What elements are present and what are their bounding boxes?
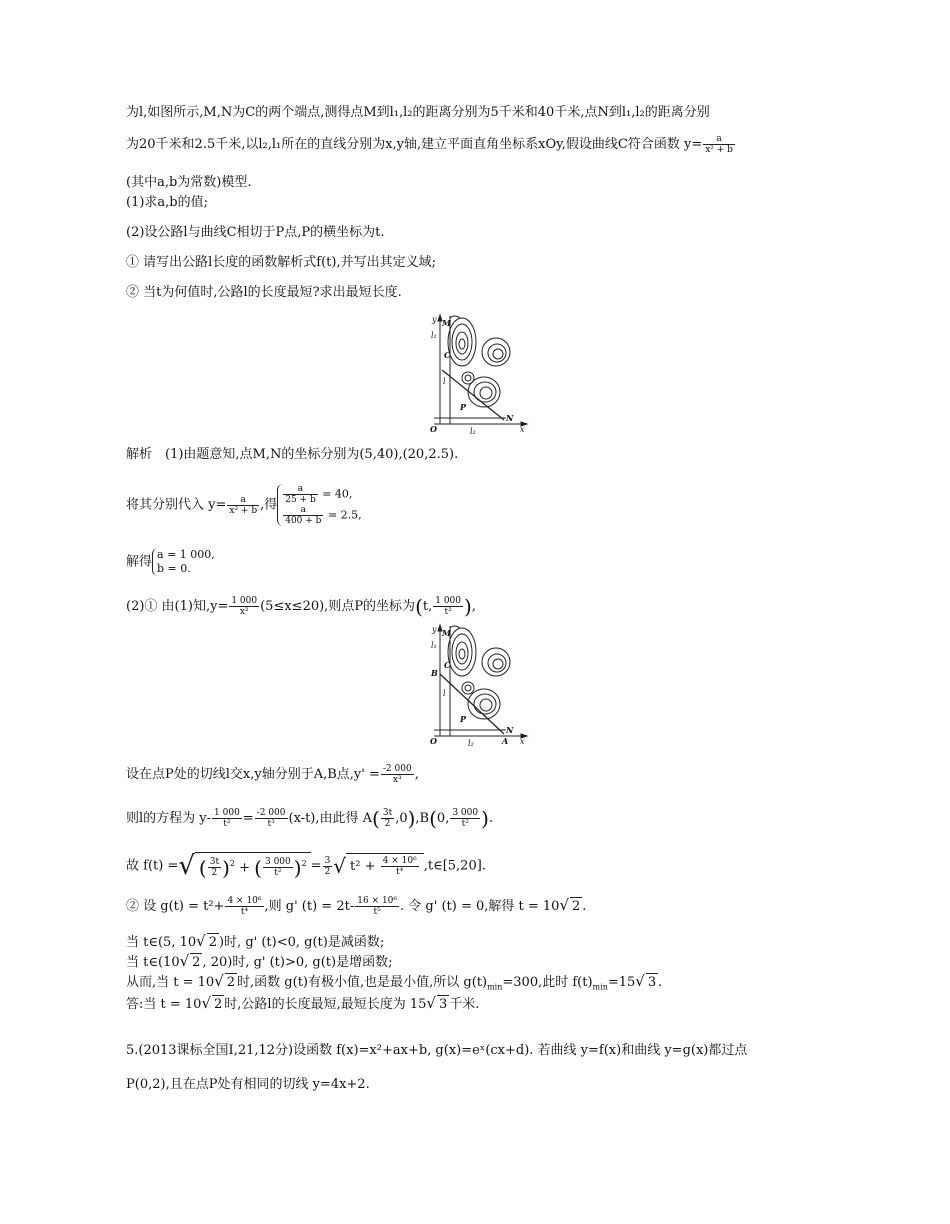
- solve-line: 解得 a = 1 000, b = 0.: [126, 548, 215, 575]
- question-2b: ② 当t为何值时,公路l的长度最短?求出最短长度.: [126, 285, 402, 300]
- label-l1: l₁: [431, 641, 437, 650]
- solution-system: a = 1 000, b = 0.: [152, 548, 215, 576]
- figure-2: [420, 622, 530, 748]
- label-l2: l₂: [470, 427, 476, 436]
- axis-label-x: x: [520, 737, 525, 746]
- equation-system: $\frac{a}{25 + b}$ = 40, $\frac{a}{400 + b}$ = 2.5,: [277, 484, 361, 526]
- part2-line: (2)① 由(1)知,y= $\frac{1 000}{\text{x²}}$ (5≤x≤20),则点P的坐标为(t, $\frac{1 000}{\text{t²}}$ ),: [126, 594, 476, 619]
- label-N: N: [506, 725, 514, 735]
- label-O: O: [430, 736, 437, 746]
- f-expression: 故 f(t) =√ ( $\frac{3t}{2}$ )$^2$ + ( $\frac{3 000}{\text{t²}}$ )$^2$ = $\frac{3}{2}$ √ t² + $\frac{\text{4 × 10⁶}}{\text{t⁴}}$ ,t∈[5,20].: [126, 851, 486, 882]
- label-l: l: [443, 689, 446, 698]
- axis-label-y: y: [432, 625, 437, 634]
- figure-1: [420, 312, 530, 436]
- label-P: P: [460, 714, 467, 724]
- text-line: [126, 134, 736, 155]
- g-derivative: ② 设 g(t) = t²+ $\frac{\text{4 × 10⁶}}{\text{t⁴}}$ ,则 g' (t) = 2t- $\frac{\text{16 × 10⁶}}{\text{t⁵}}$ . 令 g' (t) = 0,解得 t = 10√ 2 .: [126, 896, 587, 917]
- text-line: 为l,如图所示,M,N为C的两个端点,测得点M到l₁,l₂的距离分别为5千米和40千米,点N到l₁,l₂的距离分别: [126, 105, 710, 120]
- question-1: (1)求a,b的值;: [126, 195, 208, 210]
- label-l2: l₂: [468, 739, 474, 748]
- tangent-line: 设在点P处的切线l交x,y轴分别于A,B点,y' = $\frac{-2 000}{\text{x³}}$ ,: [126, 764, 419, 785]
- problem-5-cont: P(0,2),且在点P处有相同的切线 y=4x+2.: [126, 1077, 370, 1092]
- label-A: A: [502, 736, 509, 746]
- label-O: O: [430, 424, 437, 434]
- fraction: $\frac{a}{\text{x² + b}}$: [705, 134, 733, 155]
- text-line: (其中a,b为常数)模型.: [126, 175, 252, 190]
- line-equation: 则l的方程为 y- $\frac{1 000}{\text{t²}}$ = $\frac{-2 000}{\text{t³}}$ (x-t),由此得 A( $\frac{3t}{2}$ ,0),B(0, $\frac{3 000}{\text{t²}}$ ).: [126, 806, 494, 831]
- axis-label-x: x: [520, 425, 525, 434]
- label-B: B: [431, 668, 438, 678]
- label-P: P: [460, 402, 467, 412]
- label-C: C: [444, 350, 451, 360]
- question-2a: ① 请写出公路l长度的函数解析式f(t),并写出其定义域;: [126, 255, 436, 270]
- conclusion: 从而,当 t = 10√ 2 时,函数 g(t)有极小值,也是最小值,所以 $g(t)_{min}=300$,此时 $f(t)_{min}=15√$ 3 .: [126, 972, 663, 992]
- monotonic-1: 当 t∈(5, 10√ 2 )时, g' (t)<0, g(t)是减函数;: [126, 932, 385, 950]
- axis-label-y: y: [432, 315, 437, 324]
- solution-1: 解析 (1)由题意知,点M,N的坐标分别为(5,40),(20,2.5).: [126, 447, 459, 462]
- monotonic-2: 当 t∈(10√ 2 , 20)时, g' (t)>0, g(t)是增函数;: [126, 952, 393, 970]
- answer: 答:当 t = 10√ 2 时,公路l的长度最短,最短长度为 15√ 3 千米.: [126, 994, 480, 1012]
- label-M: M: [442, 318, 451, 328]
- text-span: 为20千米和2.5千米,以l₂,l₁所在的直线分别为x,y轴,建立平面直角坐标系xOy,假设曲线C符合函数 y=: [126, 137, 703, 152]
- label-N: N: [506, 413, 514, 423]
- label-M: M: [442, 628, 451, 638]
- label-C: C: [444, 660, 451, 670]
- label-l1: l₁: [431, 331, 437, 340]
- label-l: l: [443, 377, 446, 386]
- substitution-line: 将其分别代入 y= $\frac{a}{\text{x² + b}}$ ,得 $\frac{a}{25 + b}$ = 40, $\frac{a}{400 + b}$ = 2.5,: [126, 484, 362, 526]
- problem-5: 5.(2013课标全国Ⅰ,21,12分)设函数 f(x)=x²+ax+b, g(x)=eˣ(cx+d). 若曲线 y=f(x)和曲线 y=g(x)都过点: [126, 1043, 748, 1058]
- question-2: (2)设公路l与曲线C相切于P点,P的横坐标为t.: [126, 225, 385, 240]
